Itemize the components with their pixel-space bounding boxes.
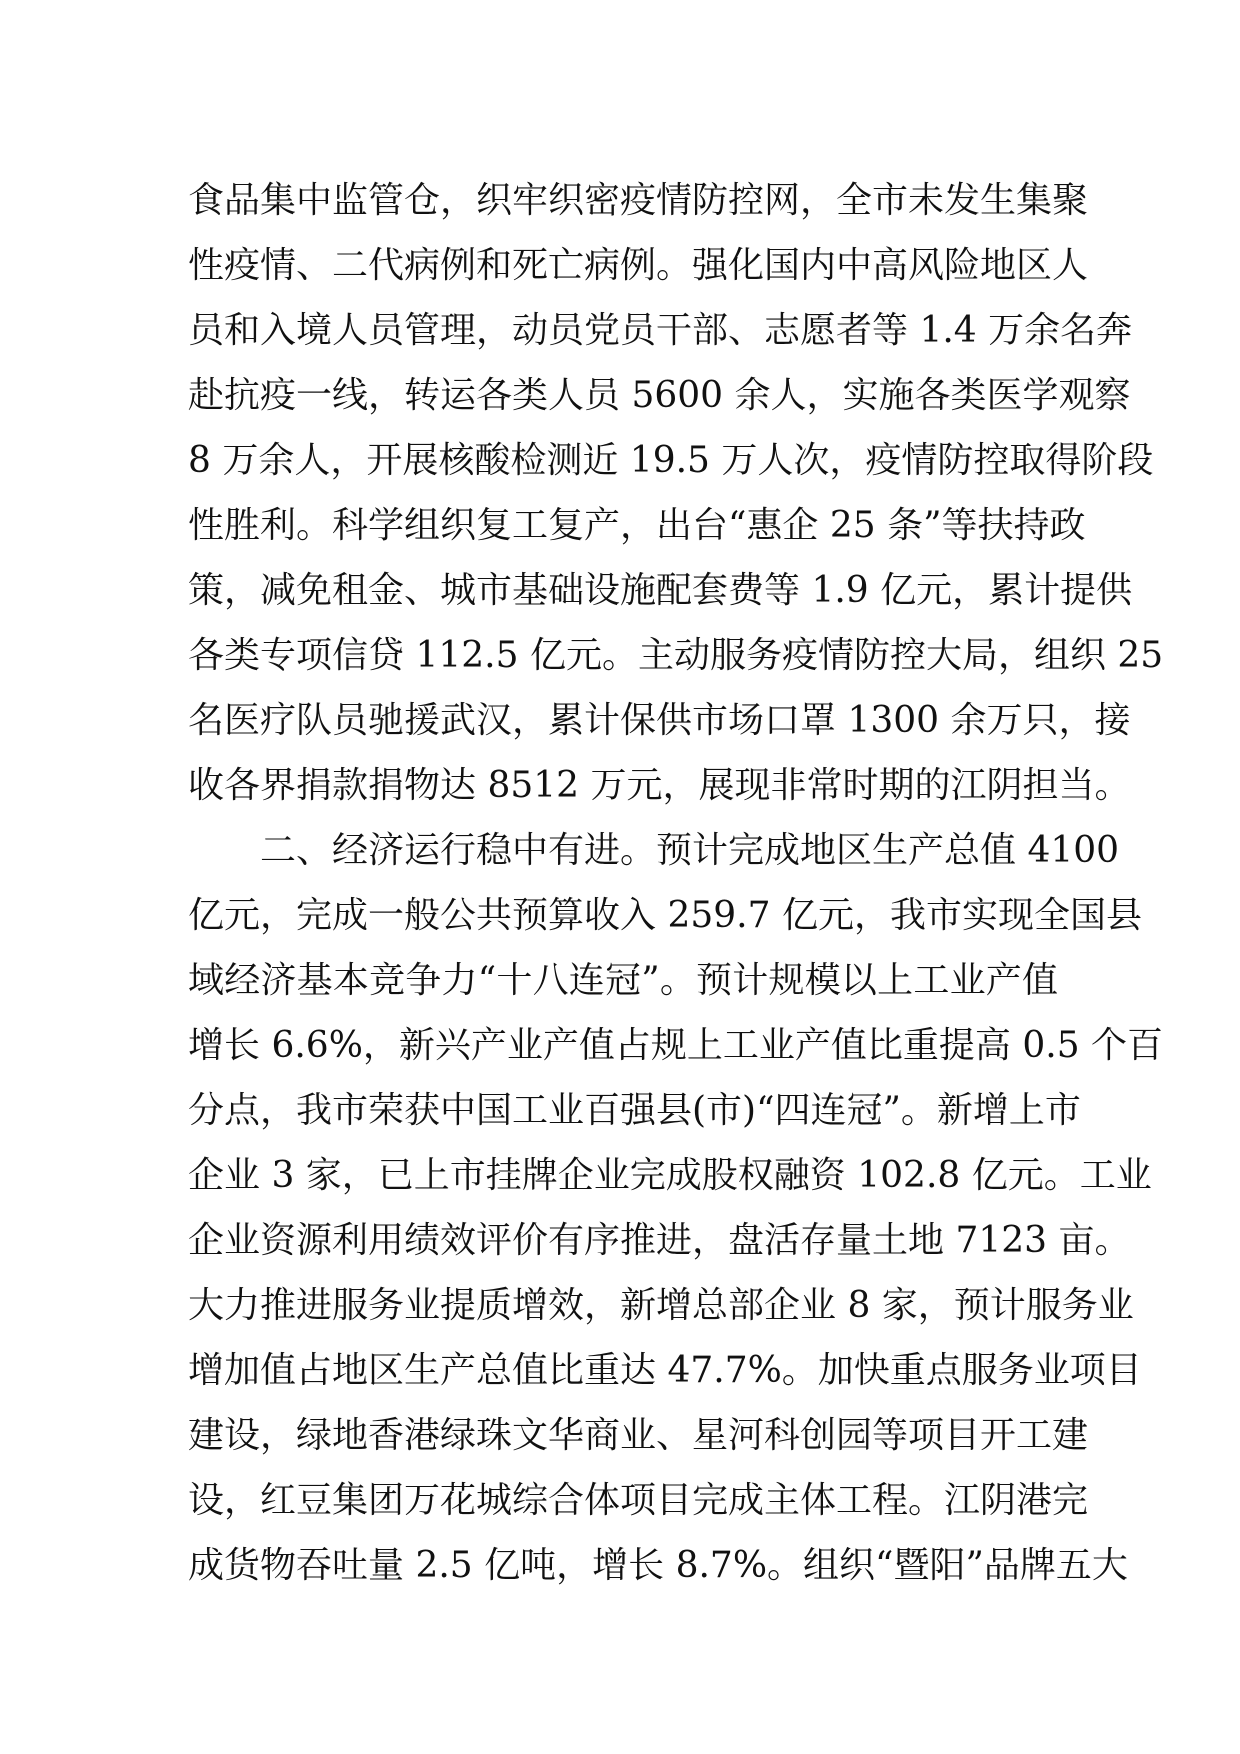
text-line: 增加值占地区生产总值比重达 47.7%。加快重点服务业项目 (188, 1350, 1142, 1391)
text-line: 各类专项信贷 112.5 亿元。主动服务疫情防控大局，组织 25 (188, 635, 1164, 676)
text-line: 设，红豆集团万花城综合体项目完成主体工程。江阴港完 (188, 1480, 1089, 1521)
text-line: 食品集中监管仓，织牢织密疫情防控网，全市未发生集聚 (188, 180, 1089, 221)
text-line: 策，减免租金、城市基础设施配套费等 1.9 亿元，累计提供 (188, 570, 1133, 611)
text-line: 建设，绿地香港绿珠文华商业、星河科创园等项目开工建 (188, 1415, 1089, 1456)
text-line: 收各界捐款捐物达 8512 万元，展现非常时期的江阴担当。 (188, 765, 1131, 806)
text-line: 性疫情、二代病例和死亡病例。强化国内中高风险地区人 (188, 245, 1089, 286)
text-line: 企业资源利用绩效评价有序推进，盘活存量土地 7123 亩。 (188, 1220, 1131, 1261)
text-line: 亿元，完成一般公共预算收入 259.7 亿元，我市实现全国县 (188, 895, 1142, 936)
text-line: 员和入境人员管理，动员党员干部、志愿者等 1.4 万余名奔 (188, 310, 1133, 351)
text-line: 增长 6.6%，新兴产业产值占规上工业产值比重提高 0.5 个百 (188, 1025, 1164, 1066)
body-text (188, 168, 1164, 1598)
text-line: 域经济基本竞争力“十八连冠”。预计规模以上工业产值 (188, 960, 1058, 1001)
text-line: 性胜利。科学组织复工复产，出台“惠企 25 条”等扶持政 (188, 505, 1086, 546)
text-line: 企业 3 家，已上市挂牌企业完成股权融资 102.8 亿元。工业 (188, 1155, 1152, 1196)
section-heading-line: 二、经济运行稳中有进。预计完成地区生产总值 4100 (188, 830, 1120, 871)
text-line: 大力推进服务业提质增效，新增总部企业 8 家，预计服务业 (188, 1285, 1134, 1326)
text-line: 分点，我市荣获中国工业百强县(市)“四连冠”。新增上市 (188, 1090, 1081, 1131)
text-line: 成货物吞吐量 2.5 亿吨，增长 8.7%。组织“暨阳”品牌五大 (188, 1545, 1128, 1586)
text-line: 8 万余人，开展核酸检测近 19.5 万人次，疫情防控取得阶段 (188, 440, 1154, 481)
text-line: 名医疗队员驰援武汉，累计保供市场口罩 1300 余万只，接 (188, 700, 1131, 741)
text-line: 赴抗疫一线，转运各类人员 5600 余人，实施各类医学观察 (188, 375, 1131, 416)
